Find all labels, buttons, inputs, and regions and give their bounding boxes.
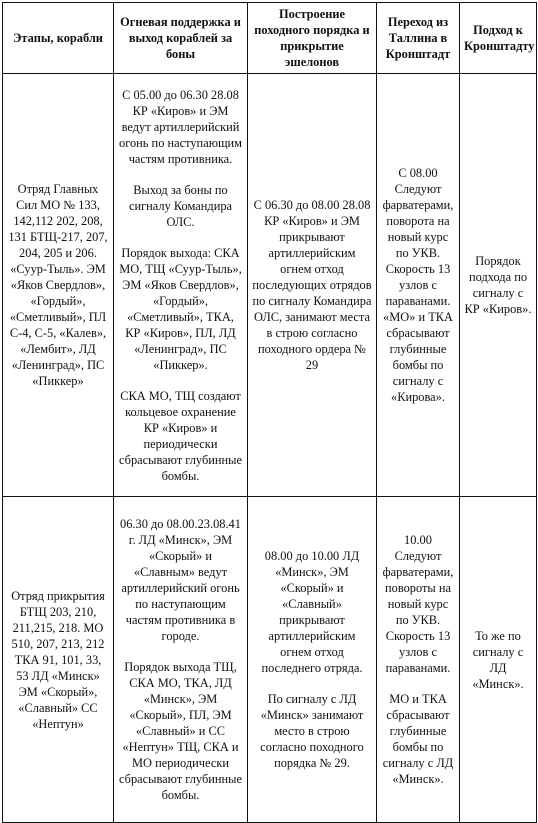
header-fire-support: Огневая поддержка и выход кораблей за боны xyxy=(114,3,248,74)
table-row-cover-detachment xyxy=(3,497,537,823)
header-transit: Переход из Таллина в Кронштадт xyxy=(377,3,460,74)
cell-formation xyxy=(248,74,377,497)
cell-approach: Порядок подхода по сигналу с КР «Киров». xyxy=(460,74,537,497)
cell-fire-support xyxy=(114,74,248,497)
cell-approach: То же по сигналу с ЛД «Минск». xyxy=(460,497,537,823)
cell-transit xyxy=(377,497,460,823)
paragraph: МО и ТКА сбрасывают глубинные бомбы по сигналу с ЛД «Минск». xyxy=(382,692,454,786)
paragraph: 10.00 Следуют фарватерами, повороты на новый курс по УКВ. Скорость 13 узлов с параванами. xyxy=(382,533,454,675)
cell-fire-support xyxy=(114,497,248,823)
paragraph: 08.00 до 10.00 ЛД «Минск», ЭМ «Скорый» и «Славный» прикрывают артиллерийским огнем отход последнего отряда. xyxy=(261,549,363,675)
header-stages: Этапы, корабли xyxy=(3,3,114,74)
table-row-main-forces xyxy=(3,74,537,497)
paragraph: Выход за боны по сигналу Командира ОЛС. xyxy=(128,182,233,229)
header-row xyxy=(3,3,537,74)
paragraph: Порядок выхода ТЩ, СКА МО, ТКА, ЛД «Минск», ЭМ «Скорый», ПЛ, ЭМ «Славный» и СС «Нептун» ТЩ, СКА и МО периодически сбрасывают глубинные бомбы. xyxy=(119,660,242,802)
header-formation: Построение походного порядка и прикрытие эшелонов xyxy=(248,3,377,74)
paragraph: С 05.00 до 06.30 28.08 КР «Киров» и ЭМ ведут артиллерийский огонь по наступающим частям противника. xyxy=(119,87,242,166)
paragraph: С 08.00 Следуют фарватерами, поворота на новый курс по УКВ. Скорость 13 узлов с параванами. «МО» и ТКА сбрасывают глубинные бомбы по сигналу с «Кирова». xyxy=(382,166,454,404)
operations-table xyxy=(2,2,537,823)
paragraph: СКА МО, ТЩ создают кольцевое охранение КР «Киров» и периодически сбрасывают глубинные бомбы. xyxy=(119,388,242,483)
paragraph: Порядок выхода: СКА МО, ТЩ «Суур-Тыль», ЭМ «Яков Свердлов», «Гордый», «Сметливый», ТКА, КР «Киров», ПЛ, ЛД «Ленинград», ПС «Пиккер». xyxy=(119,245,242,372)
cell-transit xyxy=(377,74,460,497)
paragraph: По сигналу с ЛД «Минск» занимают место в строю согласно походного порядка № 29. xyxy=(260,692,364,770)
paragraph: 06.30 до 08.00.23.08.41 г. ЛД «Минск», ЭМ «Скорый» и «Славным» ведут артиллерийский огонь по наступающим частям противника в городе. xyxy=(120,517,241,643)
paragraph: С 06.30 до 08.00 28.08 КР «Киров» и ЭМ прикрывают артиллерийским огнем отход последующих отрядов по сигналу Командира ОЛС, занимают места в строю согласно походного ордера № 29 xyxy=(252,198,372,372)
cell-formation xyxy=(248,497,377,823)
cell-ships: Отряд Главных Сил МО № 133, 142,112 202, 208, 131 БТЩ-217, 207, 204, 205 и 206. «Суур-Тыль». ЭМ «Яков Свердлов», «Гордый», «Сметливый», ПЛ С-4, С-5, «Калев», «Лембит», ЛД «Ленинград», ПС «Пиккер» xyxy=(3,74,114,497)
cell-ships: Отряд прикрытия БТЩ 203, 210, 211,215, 218. МО 510, 207, 213, 212 ТКА 91, 101, 33, 53 ЛД «Минск» ЭМ «Скорый», «Славный» СС «Нептун» xyxy=(3,497,114,823)
header-approach: Подход к Кронштадту xyxy=(460,3,537,74)
